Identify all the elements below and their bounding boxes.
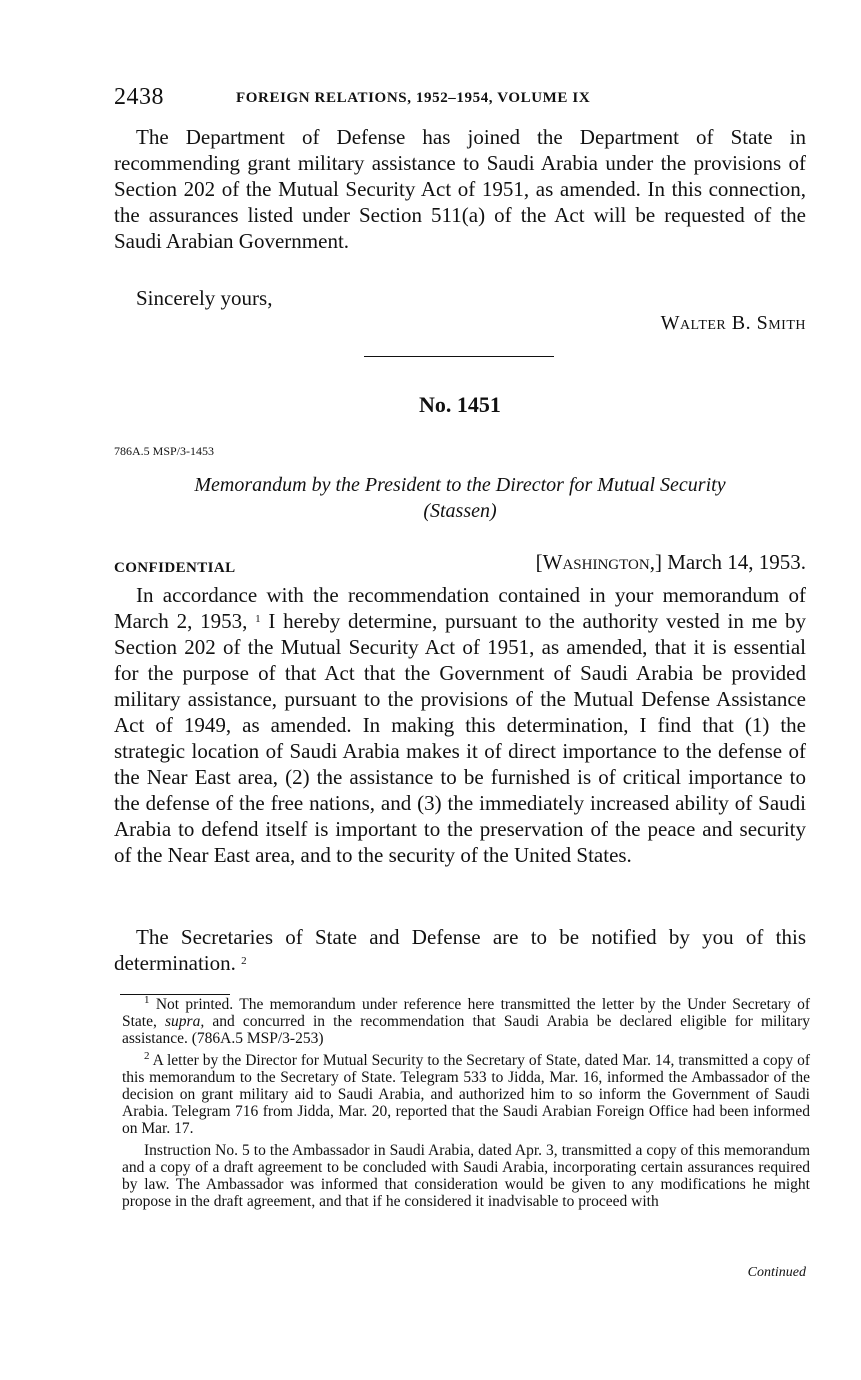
footnote-2-text: A letter by the Director for Mutual Security to the Secretary of State, dated Mar. 14, transmitted a copy of this memorandum to the Secretary of State. Telegram 533 to Jidda, Mar. 16, informed the Ambassador of the decision on grant military aid to Saudi Arabia, and authorized him to so inform the Government of Saudi Arabia. Telegram 716 from Jidda, Mar. 20, reported that the Saudi Arabian Foreign Office had been informed on Mar. 17.	[122, 1051, 810, 1138]
memo-p2-text: The Secretaries of State and Defense are to be notified by you of this determination.	[114, 925, 806, 975]
letter-closing: Sincerely yours,	[136, 286, 273, 310]
footnote-2-continuation: Instruction No. 5 to the Ambassador in Saudi Arabia, dated Apr. 3, transmitted a copy of this memorandum and a copy of a draft agreement to be concluded with Saudi Arabia, incorporating certain assurances required by law. The Ambassador was informed that consideration would be given to any modifications he might propose in the draft agreement, and that if he considered it inadvisable to proceed with	[122, 1141, 810, 1211]
classification-label: CONFIDENTIAL	[114, 560, 236, 576]
footnote-1-supra: supra,	[165, 1013, 205, 1031]
document-heading	[114, 472, 806, 524]
footnote-2	[122, 1049, 810, 1138]
footnote-divider	[120, 994, 230, 995]
page-number: 2438	[114, 84, 164, 110]
dateline-date: March 14, 1953.	[667, 550, 806, 574]
footnote-1-marker: 1	[144, 994, 150, 1006]
footnotes	[122, 996, 810, 1214]
memo-p1-text-b: I hereby determine, pursuant to the authority vested in me by Section 202 of the Mutual Security Act of 1951, as amended, that it is essential for the purpose of that Act that the Government of Saudi Arabia be provided military assistance, pursuant to the provisions of the Mutual Defense Assistance Act of 1949, as amended. In making this determination, I find that (1) the strategic location of Saudi Arabia makes it of direct importance to the defense of the Near East area, (2) the assistance to be furnished is of critical importance to the defense of the free nations, and (3) the immediately increased ability of Saudi Arabia to defend itself is important to the preservation of the peace and security of the Near East area, and to the security of the United States.	[114, 609, 807, 867]
continued-label: Continued	[747, 1265, 806, 1280]
memo-p1-text-a: In accordance with the recommendation contained in your memorandum of March 2, 1953,	[114, 583, 806, 633]
dateline	[536, 550, 806, 575]
footnote-1	[122, 996, 810, 1048]
footnote-ref-1[interactable]: 1	[255, 613, 261, 625]
letter-paragraph: The Department of Defense has joined the Department of State in recommending grant military assistance to Saudi Arabia under the provisions of Section 202 of the Mutual Security Act of 1951, as amended. In this connection, the assurances listed under Section 511(a) of the Act will be requested of the Saudi Arabian Government.	[114, 125, 806, 253]
footnote-1-text-b: and concurred in the recommendation that Saudi Arabia be declared eligible for military assistance. (786A.5 MSP/3-253)	[122, 1013, 811, 1048]
signature: Walter B. Smith	[660, 312, 806, 334]
footnote-2-marker: 2	[144, 1049, 150, 1062]
section-divider	[364, 356, 554, 357]
memorandum-paragraph-1	[114, 582, 806, 868]
footnote-1-text-a: Not printed. The memorandum under reference here transmitted the letter by the Under Secretary of State,	[122, 996, 810, 1031]
file-reference: 786A.5 MSP/3-1453	[114, 444, 215, 458]
running-title: FOREIGN RELATIONS, 1952–1954, VOLUME IX	[236, 90, 591, 106]
heading-line-1: Memorandum by the President to the Director for Mutual Security	[194, 474, 726, 496]
dateline-place: [Washington,]	[535, 550, 662, 574]
document-number: No. 1451	[419, 392, 501, 417]
footnote-ref-2[interactable]: 2	[241, 955, 247, 967]
heading-line-2: (Stassen)	[423, 500, 497, 522]
running-head	[114, 84, 806, 114]
memorandum-paragraph-2	[114, 924, 806, 976]
